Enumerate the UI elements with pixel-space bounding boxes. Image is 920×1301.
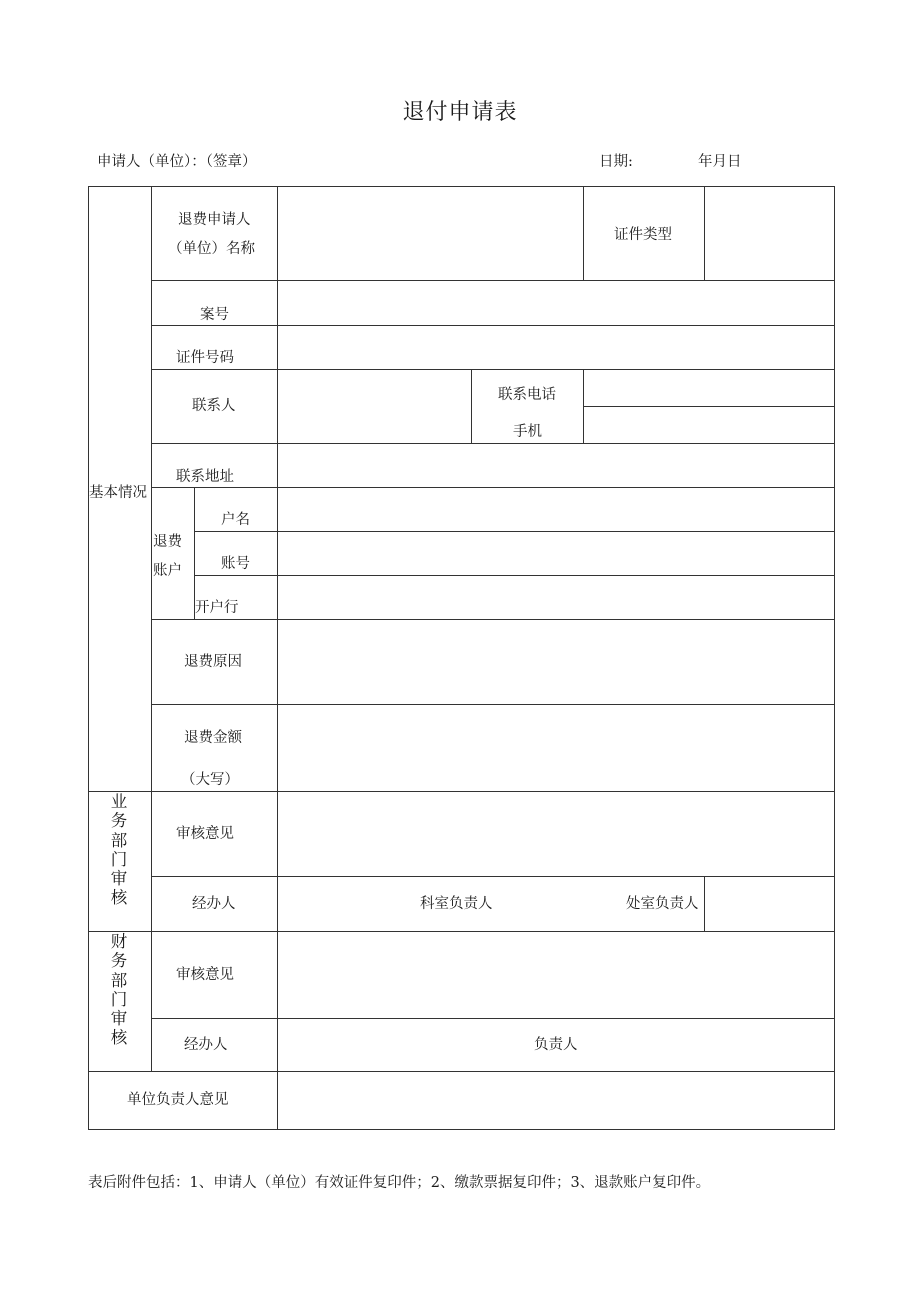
date-value: 年月日 bbox=[698, 154, 742, 170]
id-number-label: 证件号码 bbox=[176, 350, 234, 366]
attachments-note: 表后附件包括：1、申请人（单位）有效证件复印件；2、缴款票据复印件；3、退款账户复印件。 bbox=[88, 1175, 711, 1191]
business-handler-label: 经办人 bbox=[192, 896, 236, 912]
id-type-field[interactable] bbox=[705, 187, 834, 280]
contact-person-label: 联系人 bbox=[192, 398, 236, 414]
unit-head-opinion-label: 单位负责人意见 bbox=[127, 1092, 229, 1108]
refund-amount-label: 退费金额 bbox=[184, 730, 242, 746]
finance-head-label: 负责人 bbox=[534, 1037, 578, 1053]
finance-handler-label: 经办人 bbox=[184, 1037, 228, 1053]
address-field[interactable] bbox=[278, 444, 834, 487]
id-type-label: 证件类型 bbox=[614, 227, 672, 243]
address-label: 联系地址 bbox=[176, 469, 234, 485]
basic-info-section-label: 基本情况 bbox=[89, 485, 147, 501]
business-opinion-field[interactable] bbox=[278, 792, 834, 876]
applicant-name-field[interactable] bbox=[278, 187, 583, 280]
date-label: 日期: bbox=[599, 154, 633, 170]
unit-head-opinion-field[interactable] bbox=[278, 1072, 834, 1129]
bank-field[interactable] bbox=[278, 576, 834, 619]
account-name-field[interactable] bbox=[278, 488, 834, 531]
office-head-signature-field[interactable] bbox=[705, 877, 834, 931]
table-border-left bbox=[88, 186, 89, 1130]
case-number-field[interactable] bbox=[278, 281, 834, 325]
account-number-label: 账号 bbox=[221, 556, 250, 572]
refund-reason-label: 退费原因 bbox=[184, 654, 242, 670]
page-title: 退付申请表 bbox=[402, 100, 518, 125]
id-number-field[interactable] bbox=[278, 326, 834, 369]
office-head-label: 处室负责人 bbox=[626, 896, 699, 912]
finance-review-section-label: 财务部门审核 bbox=[110, 932, 128, 1048]
table-border-right bbox=[834, 186, 835, 1130]
business-opinion-label: 审核意见 bbox=[176, 826, 234, 842]
phone-label: 联系电话 bbox=[498, 387, 556, 403]
row-divider bbox=[151, 1018, 835, 1019]
table-border-bottom bbox=[88, 1129, 835, 1130]
refund-account-label-line2: 账户 bbox=[153, 563, 182, 579]
finance-opinion-label: 审核意见 bbox=[176, 967, 234, 983]
finance-opinion-field[interactable] bbox=[278, 932, 834, 1018]
applicant-name-label-line1: 退费申请人 bbox=[178, 212, 251, 228]
applicant-name-label-line2: （单位）名称 bbox=[168, 241, 255, 257]
phone-field[interactable] bbox=[584, 370, 834, 406]
applicant-signature-label: 申请人（单位）：（签章） bbox=[97, 154, 257, 170]
refund-amount-note: （大写） bbox=[181, 772, 239, 788]
refund-account-label-line1: 退费 bbox=[153, 534, 182, 550]
contact-person-field[interactable] bbox=[278, 370, 471, 443]
refund-amount-field[interactable] bbox=[278, 705, 834, 791]
column-divider bbox=[583, 186, 584, 280]
mobile-label: 手机 bbox=[513, 424, 542, 440]
account-number-field[interactable] bbox=[278, 532, 834, 575]
section-head-label: 科室负责人 bbox=[420, 896, 493, 912]
bank-label: 开户行 bbox=[195, 600, 239, 616]
case-number-label: 案号 bbox=[200, 307, 229, 323]
column-divider bbox=[151, 186, 152, 1071]
mobile-field[interactable] bbox=[584, 407, 834, 443]
column-divider bbox=[471, 369, 472, 443]
account-name-label: 户名 bbox=[221, 512, 250, 528]
refund-reason-field[interactable] bbox=[278, 620, 834, 704]
business-review-section-label: 业务部门审核 bbox=[110, 792, 128, 908]
